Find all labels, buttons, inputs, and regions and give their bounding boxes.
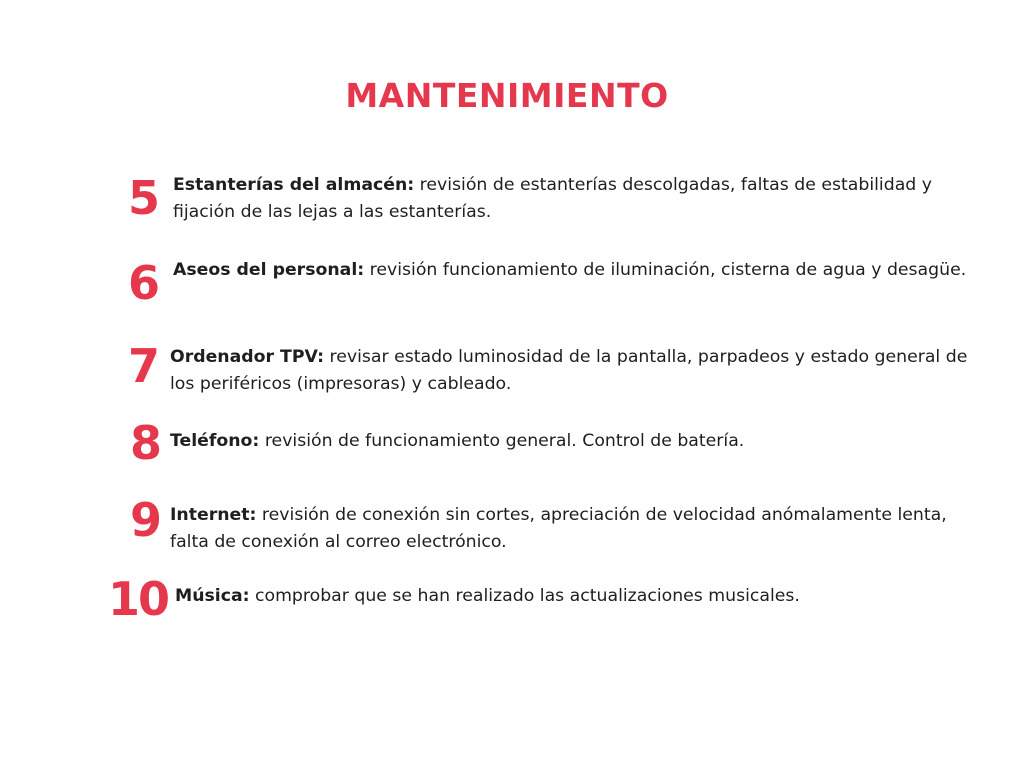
item-label: Teléfono: [170,431,260,451]
item-text: revisión de estanterías descolgadas, faltas de estabilidad y fijación de las lejas a las estanterías. [173,175,932,222]
item-number: 10 [108,572,169,626]
item-label: Internet: [170,505,257,525]
item-text: comprobar que se han realizado las actualizaciones musicales. [249,586,800,606]
item-description [173,257,973,284]
item-text: revisión funcionamiento de iluminación, cisterna de agua y desagüe. [364,260,967,280]
item-description [170,502,985,556]
item-description [173,172,933,226]
item-description [175,583,975,610]
item-description [170,344,970,398]
item-label: Música: [175,586,250,606]
item-description [170,428,970,455]
item-text: revisión de funcionamiento general. Control de batería. [259,431,745,451]
item-number: 9 [129,493,160,547]
item-text: revisión de conexión sin cortes, apreciación de velocidad anómalamente lenta, falta de conexión al correo electrónico. [170,505,947,552]
item-number: 7 [127,339,158,393]
item-label: Estanterías del almacén: [173,175,415,195]
item-label: Aseos del personal: [173,260,365,280]
item-label: Ordenador TPV: [170,347,325,367]
item-number: 6 [127,256,158,310]
item-number: 5 [127,171,158,225]
page-title: MANTENIMIENTO [345,76,669,115]
item-text: revisar estado luminosidad de la pantalla, parpadeos y estado general de los periféricos (impresoras) y cableado. [170,347,968,394]
item-number: 8 [129,416,160,470]
